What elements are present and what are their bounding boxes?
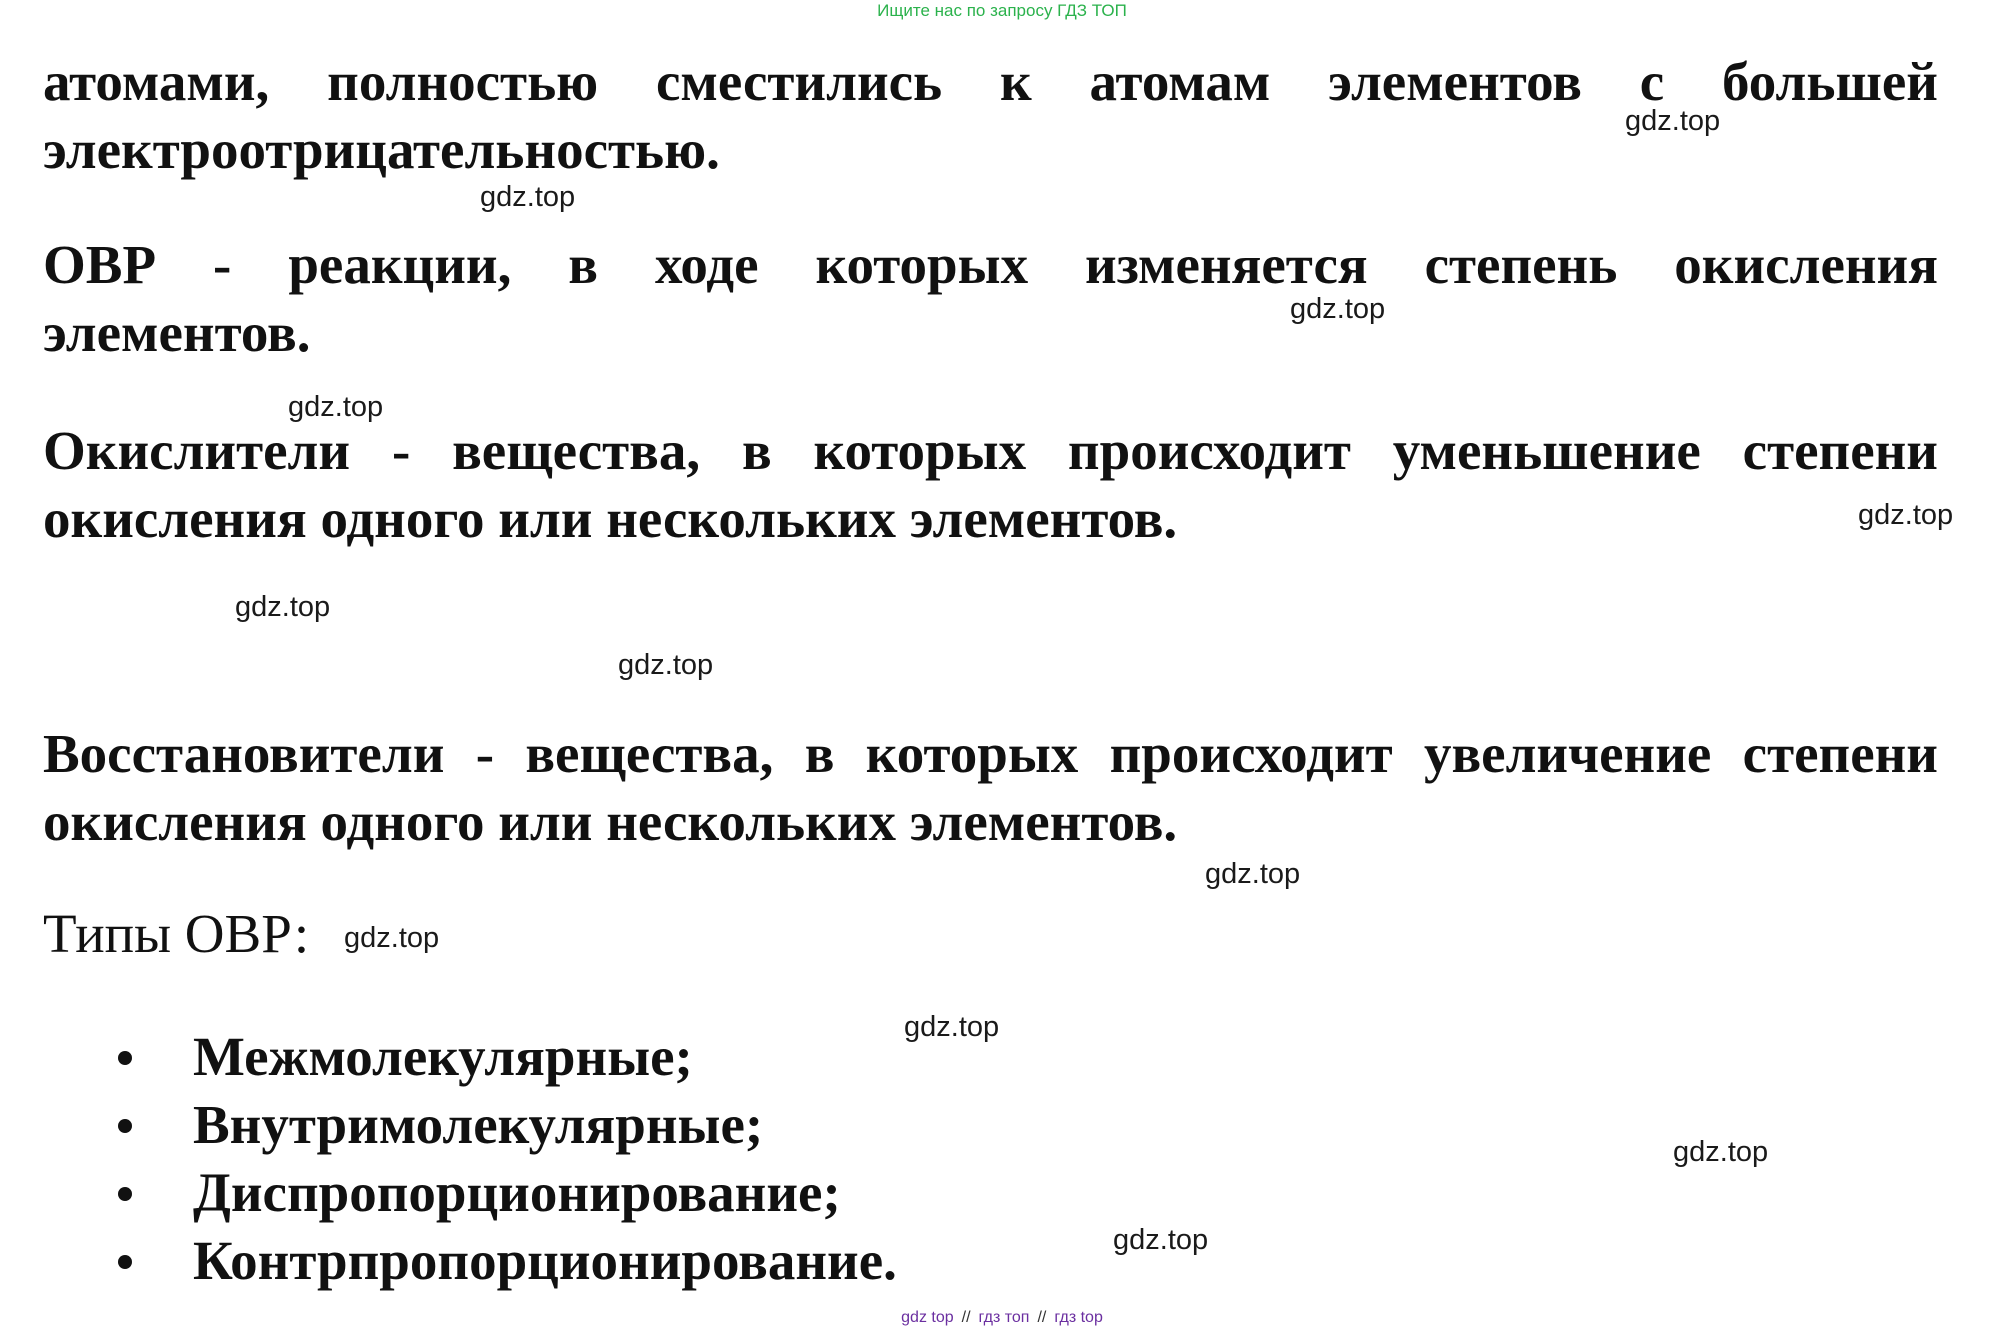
watermark: gdz.top: [618, 649, 714, 681]
footer-separator: //: [961, 1309, 971, 1326]
watermark: gdz.top: [1673, 1136, 1769, 1168]
paragraph-line: Окислители - вещества, в которых происходит уменьшение степени: [43, 420, 1938, 481]
list-item-label: Контрпропорционирование.: [193, 1230, 897, 1291]
paragraph-line: Восстановители - вещества, в которых происходит увеличение степени: [43, 723, 1938, 784]
paragraph-line: ОВР - реакции, в ходе которых изменяется степень окисления: [43, 234, 1938, 295]
watermark: gdz.top: [288, 391, 384, 423]
bullet-icon: [118, 1119, 132, 1133]
watermark: gdz.top: [235, 591, 331, 623]
footer-link[interactable]: gdz top: [901, 1309, 954, 1326]
watermark: gdz.top: [1290, 293, 1386, 325]
list-item-label: Диспропорционирование;: [193, 1162, 841, 1223]
footer-separator: //: [1037, 1309, 1047, 1326]
bullet-icon: [118, 1255, 132, 1269]
paragraph-line: электроотрицательностью.: [43, 119, 720, 180]
watermark: gdz.top: [344, 922, 440, 954]
footer-link[interactable]: гдз top: [1054, 1309, 1103, 1326]
paragraph-reducers: [43, 720, 1938, 856]
bullet-icon: [118, 1051, 132, 1065]
types-heading: Типы ОВР:: [43, 903, 310, 964]
paragraph-oxidizers: [43, 417, 1938, 553]
paragraph-line: окисления одного или нескольких элементов.: [43, 488, 1178, 549]
watermark: gdz.top: [1205, 858, 1301, 890]
bullet-icon: [118, 1187, 132, 1201]
watermark: gdz.top: [904, 1011, 1000, 1043]
watermark: gdz.top: [480, 181, 576, 213]
top-banner[interactable]: Ищите нас по запросу ГДЗ ТОП: [877, 1, 1127, 20]
footer-link[interactable]: гдз топ: [978, 1309, 1030, 1326]
paragraph-ovr-definition: [43, 231, 1938, 367]
paragraph-line: атомами, полностью сместились к атомам элементов с большей: [43, 51, 1938, 112]
list-item-label: Межмолекулярные;: [193, 1026, 693, 1087]
list-item-label: Внутримолекулярные;: [193, 1094, 764, 1155]
watermark: gdz.top: [1858, 499, 1954, 531]
watermark: gdz.top: [1113, 1224, 1209, 1256]
watermark: gdz.top: [1625, 105, 1721, 137]
paragraph-line: элементов.: [43, 302, 311, 363]
footer-links: [0, 1310, 2004, 1326]
paragraph-line: окисления одного или нескольких элементов.: [43, 791, 1178, 852]
